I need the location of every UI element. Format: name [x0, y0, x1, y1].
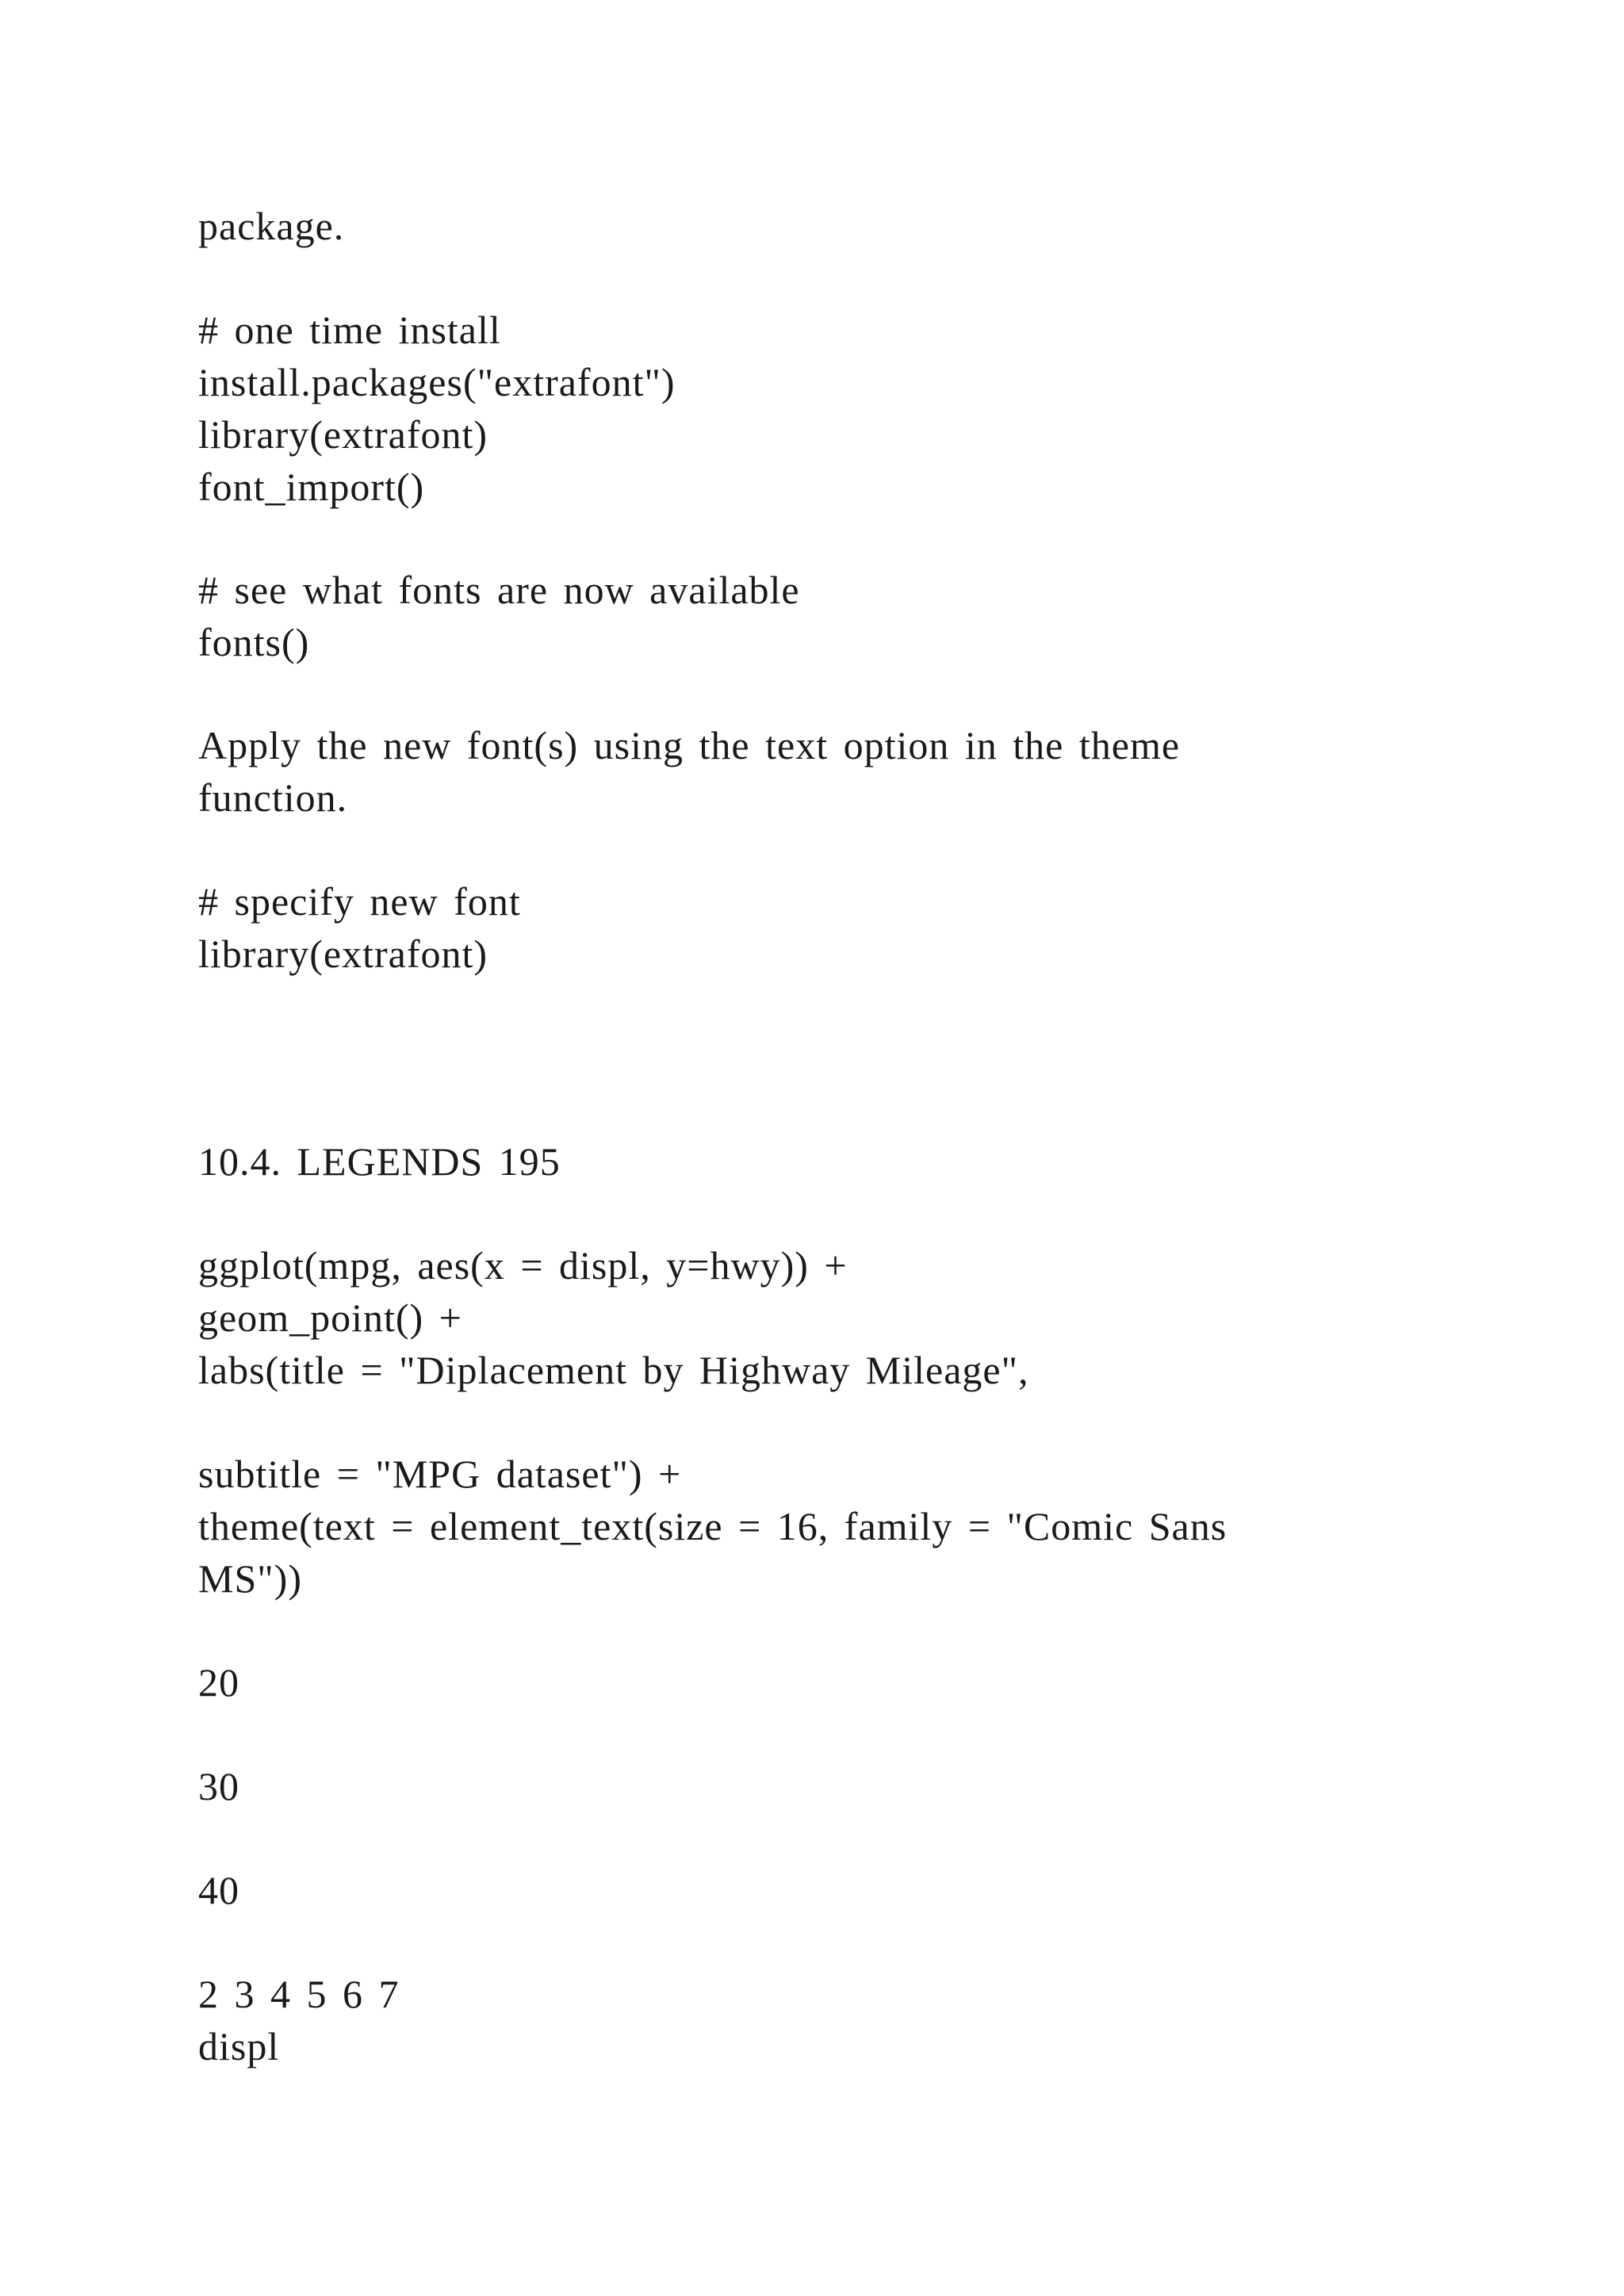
code-comment-specify-font: # specify new font — [198, 879, 521, 924]
code-comment-one-time-install: # one time install — [198, 308, 501, 352]
code-library-extrafont: library(extrafont) — [198, 412, 488, 457]
axis-tick-text-40: 40 — [198, 1868, 239, 1912]
paragraph-apply-font-continued: function. — [198, 775, 348, 820]
code-labs-subtitle: subtitle = "MPG dataset") + — [198, 1452, 682, 1496]
code-install-packages: install.packages("extrafont") — [198, 360, 676, 404]
code-library-extrafont-2: library(extrafont) — [198, 932, 488, 976]
code-font-import: font_import() — [198, 465, 425, 509]
code-comment-fonts-available: # see what fonts are now available — [198, 568, 800, 612]
paragraph-apply-font: Apply the new font(s) using the text option in the theme — [198, 723, 1181, 767]
axis-tick-text-row: 2 3 4 5 6 7 — [198, 1972, 400, 2016]
code-geom-point: geom_point() + — [198, 1295, 462, 1340]
code-theme-text-continued: MS")) — [198, 1556, 302, 1601]
axis-tick-text-30: 30 — [198, 1764, 239, 1808]
code-labs-title: labs(title = "Diplacement by Highway Mileage", — [198, 1348, 1029, 1392]
text-line-package: package. — [198, 204, 345, 248]
code-theme-text: theme(text = element_text(size = 16, family = "Comic Sans — [198, 1504, 1228, 1548]
axis-label-text-displ: displ — [198, 2024, 280, 2068]
axis-tick-text-20: 20 — [198, 1660, 239, 1705]
code-ggplot-call: ggplot(mpg, aes(x = displ, y=hwy)) + — [198, 1243, 848, 1288]
code-fonts-call: fonts() — [198, 620, 310, 664]
section-header: 10.4. LEGENDS 195 — [198, 1139, 561, 1184]
